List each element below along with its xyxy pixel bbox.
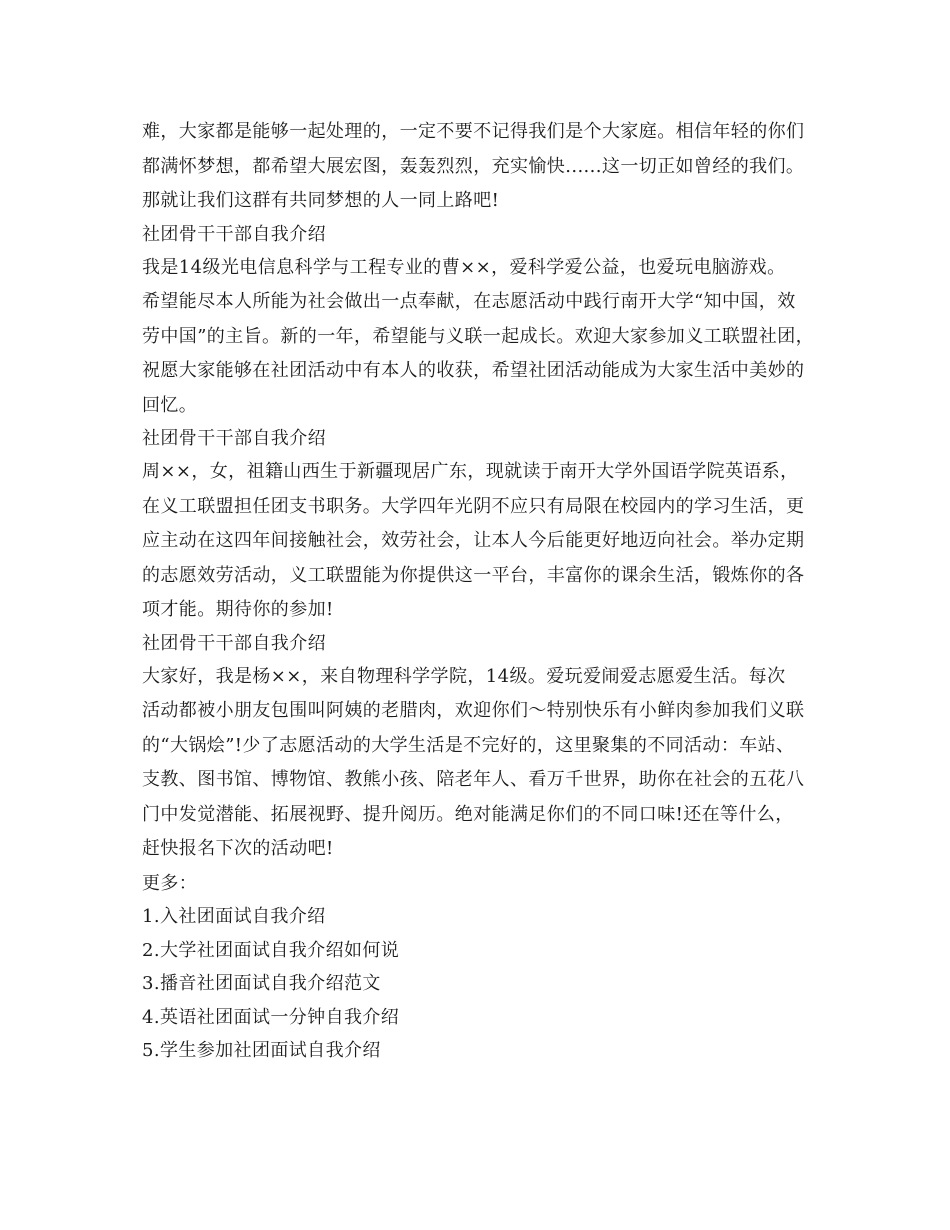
text-line: 项才能。期待你的参加! <box>142 599 334 620</box>
related-link[interactable]: 2.大学社团面试自我介绍如何说 <box>142 939 400 961</box>
text-line: 难，大家都是能够一起处理的，一定不要不记得我们是个大家庭。相信年轻的你们 <box>142 121 805 142</box>
more-label: 更多： <box>142 872 198 894</box>
text-line: 大家好，我是杨××，来自物理科学学院，14级。爱玩爱闹爱志愿爱生活。每次 <box>142 665 786 687</box>
text-line: 支教、图书馆、博物馆、教熊小孩、陪老年人、看万千世界，助你在社会的五花八 <box>142 769 805 790</box>
document-body <box>142 115 842 1068</box>
text-line: 我是14级光电信息科学与工程专业的曹××，爱科学爱公益，也爱玩电脑游戏。 <box>142 256 786 278</box>
section-1 <box>142 219 842 424</box>
related-link[interactable]: 4.英语社团面试一分钟自我介绍 <box>142 1006 400 1028</box>
text-line: 劳中国”的主旨。新的一年，希望能与义联一起成长。欢迎大家参加义工联盟社团， <box>142 325 814 347</box>
text-line: 那就让我们这群有共同梦想的人一同上路吧! <box>142 190 500 211</box>
text-line: 祝愿大家能够在社团活动中有本人的收获，希望社团活动能成为大家生活中美妙的 <box>142 360 805 381</box>
section-heading: 社团骨干干部自我介绍 <box>142 428 326 449</box>
section-heading: 社团骨干干部自我介绍 <box>142 632 326 654</box>
related-link[interactable]: 1.入社团面试自我介绍 <box>142 906 326 927</box>
text-line: 都满怀梦想，都希望大展宏图，轰轰烈烈，充实愉快......这一切正如曾经的我们。 <box>142 155 805 177</box>
text-line: 应主动在这四年间接触社会，效劳社会，让本人今后能更好地迈向社会。举办定期 <box>142 530 805 551</box>
more-section <box>142 867 842 1068</box>
text-line: 在义工联盟担任团支书职务。大学四年光阴不应只有局限在校园内的学习生活，更 <box>142 495 805 517</box>
section-2 <box>142 423 842 628</box>
related-link[interactable]: 3.播音社团面试自我介绍范文 <box>142 973 381 994</box>
intro-paragraph <box>142 115 842 219</box>
section-heading: 社团骨干干部自我介绍 <box>142 223 326 245</box>
text-line: 希望能尽本人所能为社会做出一点奉献，在志愿活动中践行南开大学“知中国，效 <box>142 291 796 312</box>
text-line: 回忆。 <box>142 394 198 416</box>
text-line: 的志愿效劳活动，义工联盟能为你提供这一平台，丰富你的课余生活，锻炼你的各 <box>142 564 805 586</box>
text-line: 周××，女，祖籍山西生于新疆现居广东，现就读于南开大学外国语学院英语系， <box>142 461 799 482</box>
text-line: 活动都被小朋友包围叫阿姨的老腊肉，欢迎你们～特别快乐有小鲜肉参加我们义联 <box>142 700 805 721</box>
text-line: 的“大锅烩”!少了志愿活动的大学生活是不完好的，这里聚集的不同活动：车站、 <box>142 734 795 756</box>
text-line: 赶快报名下次的活动吧! <box>142 838 334 859</box>
section-3 <box>142 628 842 867</box>
related-link[interactable]: 5.学生参加社团面试自我介绍 <box>142 1040 381 1061</box>
text-line: 门中发觉潜能、拓展视野、提升阅历。绝对能满足你们的不同口味!还在等什么， <box>142 803 794 825</box>
